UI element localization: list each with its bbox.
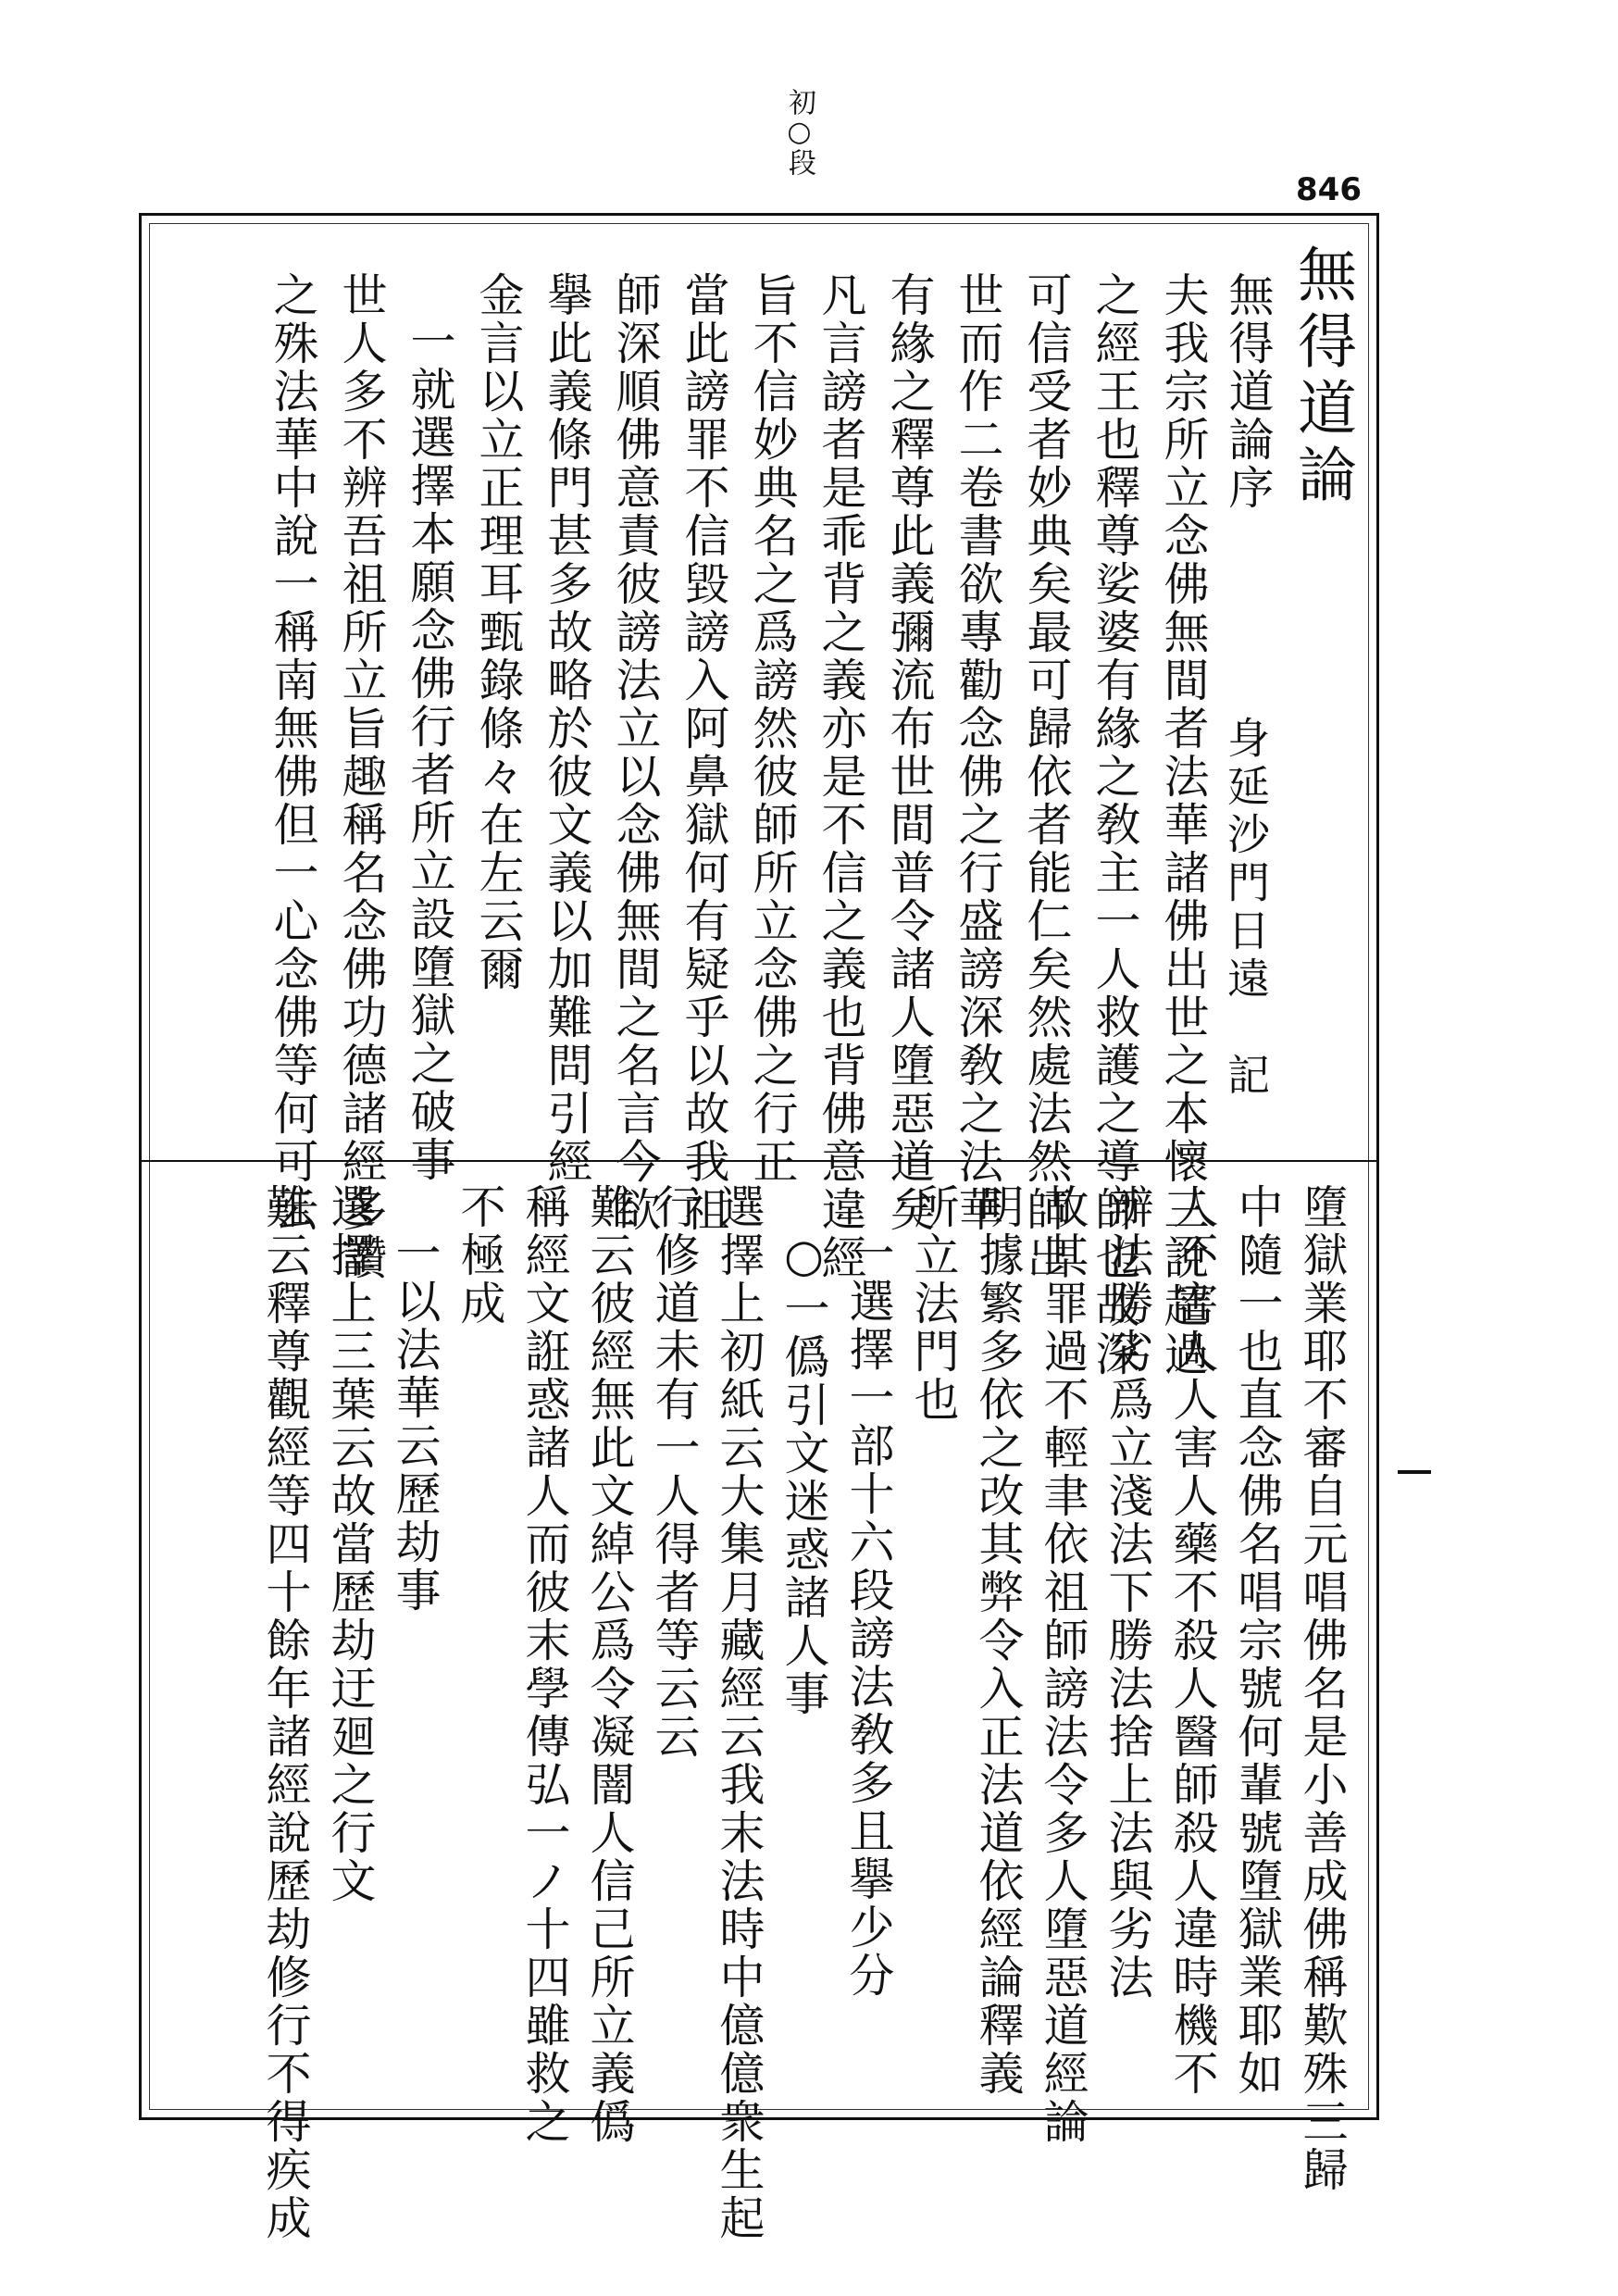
upper-column: 可信受者妙典矣最可歸依者能仁矣然處法然師出 xyxy=(1020,271,1073,1282)
lower-column: 稱經文誑惑諸人而彼末學傳弘一ノ十四雖救之 xyxy=(518,1183,571,2146)
lower-column: 難云釋尊觀經等四十餘年諸經說歷劫修行不得疾成 xyxy=(259,1183,312,2242)
upper-column: 金言以立正理耳甄錄條々在左云爾 xyxy=(472,271,525,993)
upper-column: 師深順佛意責彼謗法立以念佛無間之名言今欲 xyxy=(609,271,662,1234)
upper-column: 之殊法華中說一稱南無佛但一心念佛等何可云 xyxy=(267,271,319,1234)
lower-column: 選擇上三葉云故當歷劫迂廻之行文 xyxy=(324,1183,377,1905)
author-line: 身延沙門日遠 記 xyxy=(1221,716,1271,1101)
lower-column: 一以法華云歷劫事 xyxy=(389,1229,442,1615)
lower-column: 一選擇一部十六段謗法敎多且擧少分 xyxy=(842,1229,895,2000)
upper-column: 一就選擇本願念佛行者所立設墮獄之破事 xyxy=(404,318,456,1184)
upper-column: 擧此義條門甚多故略於彼文義以加難問引經 xyxy=(541,271,593,1186)
upper-column: 旨不信妙典名之爲謗然彼師所立念佛之行正 xyxy=(746,271,799,1186)
upper-column: 世人多不辨吾祖所立旨趣稱名念佛功德諸經多讚 xyxy=(335,271,388,1282)
upper-column: 有緣之釋尊此義彌流布世間普令諸人墮惡道矣 xyxy=(883,271,936,1234)
upper-column: 夫我宗所立念佛無間者法華諸佛出世之本懷三說超過 xyxy=(1157,271,1210,1379)
lower-column: 明據繁多依之改其弊令入正法道依經論釋義 xyxy=(972,1183,1025,2098)
lower-column: 辨法勝劣爲立淺法下勝法捨上法與劣法 xyxy=(1101,1183,1154,2002)
preface-title: 無得道論序 xyxy=(1222,271,1275,512)
page-number: 846 xyxy=(1296,171,1362,208)
lower-column: 行修道未有一人得者等云云 xyxy=(648,1183,701,1761)
text-frame xyxy=(139,213,1379,2242)
lower-column: 不極成 xyxy=(454,1183,506,1328)
running-header: 初○段 xyxy=(783,88,815,176)
upper-column: 之經王也釋尊娑婆有緣之敎主一人救護之導師也故深 xyxy=(1089,271,1141,1379)
lower-column: 選擇上初紙云大集月藏經云我末法時中億億衆生起 xyxy=(713,1183,765,2242)
lower-column: 人不害人人害人藥不殺人醫師殺人違時機不 xyxy=(1166,1183,1219,2098)
lower-column: 中隨一也直念佛名唱宗號何輩號墮獄業耶如 xyxy=(1231,1183,1284,2098)
lower-column: 故其罪過不輕聿依祖師謗法令多人墮惡道經論 xyxy=(1037,1183,1089,2146)
lower-column: 難云彼經無此文綽公爲令凝闇人信己所立義僞 xyxy=(583,1183,636,2146)
lower-column: 墮獄業耶不審自元唱佛名是小善成佛稱歎殊三歸 xyxy=(1296,1183,1349,2194)
upper-column: 世而作二卷書欲專勸念佛之行盛謗深敎之法華 xyxy=(952,271,1004,1234)
margin-dash xyxy=(1398,1470,1431,1474)
upper-column: 當此謗罪不信毀謗入阿鼻獄何有疑乎以故我祖 xyxy=(678,271,730,1234)
book-title: 無得道論 xyxy=(1288,243,1356,510)
upper-column: 凡言謗者是乖背之義亦是不信之義也背佛意違經 xyxy=(815,271,867,1282)
lower-column: 所立法門也 xyxy=(907,1183,960,1424)
lower-column: ○一僞引文迷惑諸人事 xyxy=(778,1229,830,1718)
